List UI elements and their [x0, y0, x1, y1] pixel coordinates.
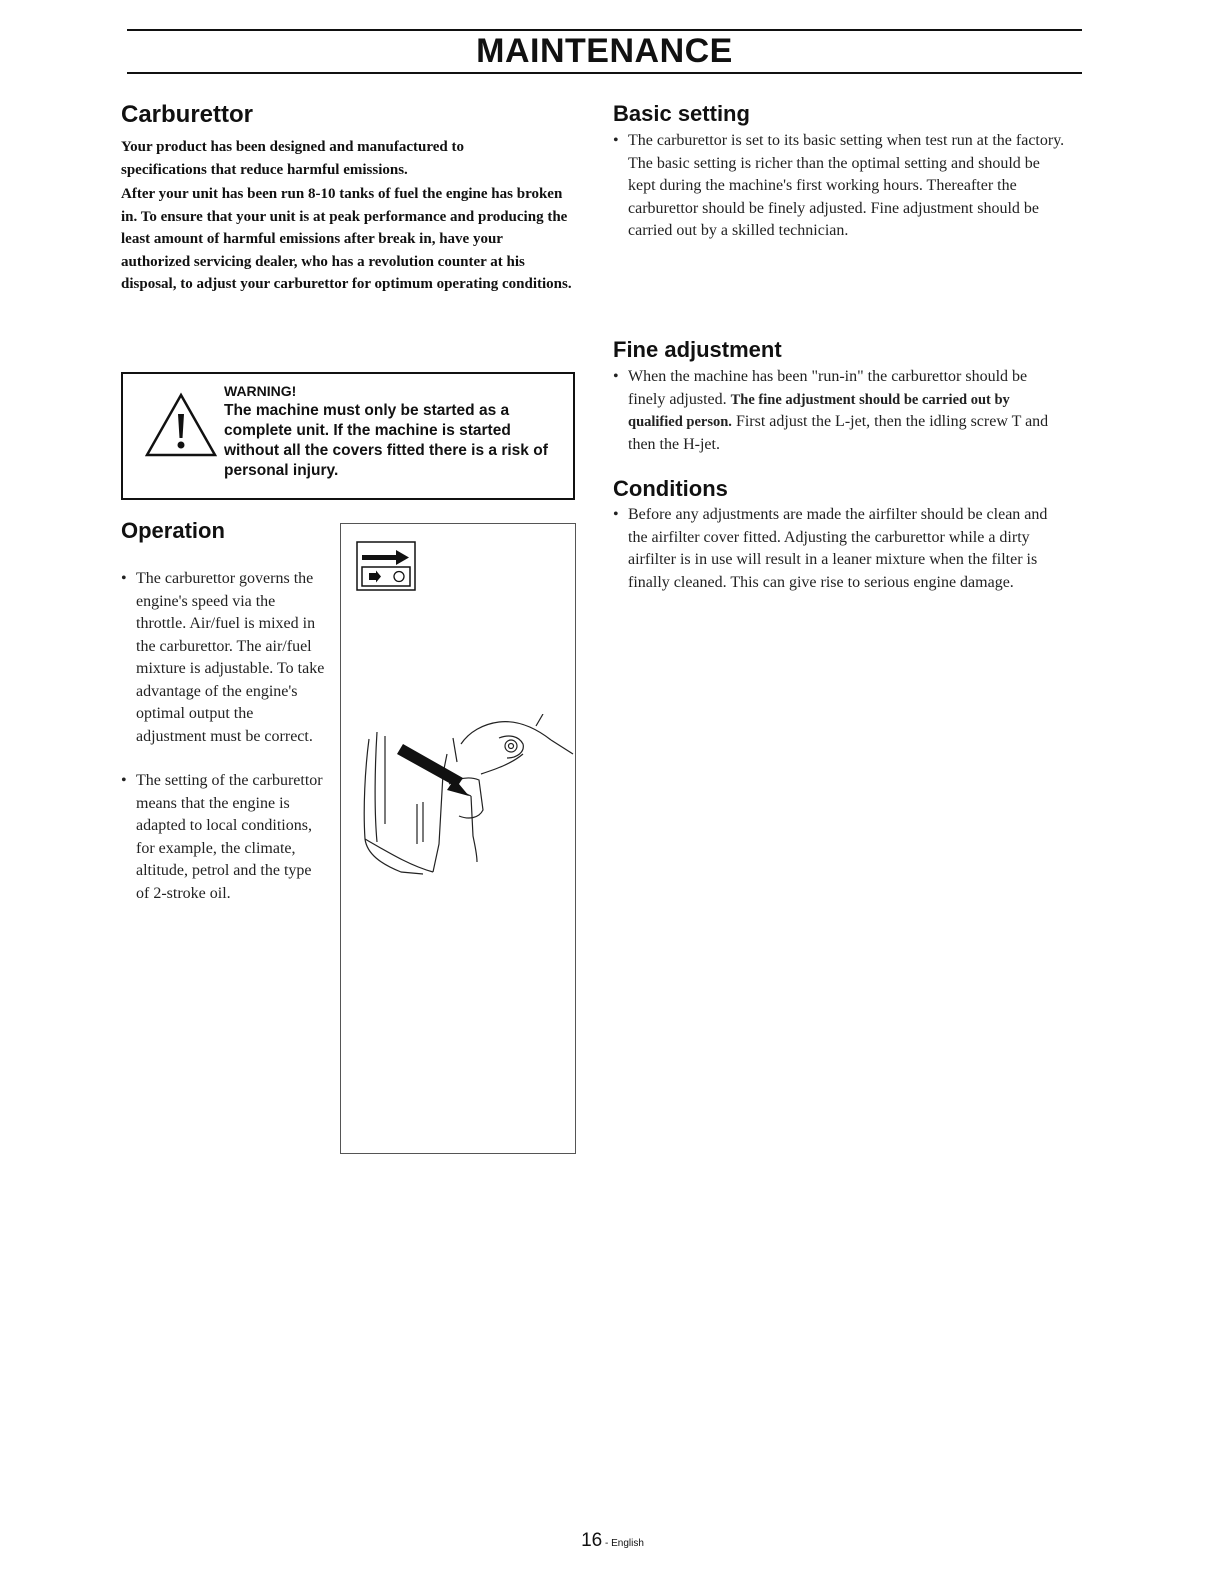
- carburettor-para-2: After your unit has been run 8-10 tanks of fuel the engine has broken in. To ensure that your unit is at peak performance and producing the least amount of harmful emissions after break in, have your authorized servicing dealer, who has a revolution counter at his disposal, to adjust your carburettor for optimum operating conditions.: [121, 186, 572, 292]
- fine-adjustment-list: [613, 366, 1068, 456]
- conditions-list: [613, 504, 1068, 594]
- footer-language: English: [611, 1538, 644, 1549]
- carburettor-adjustment-drawing: [351, 714, 576, 884]
- page-number: 16: [581, 1530, 603, 1551]
- page-footer: [0, 1530, 1225, 1552]
- fine-adjustment-text-c: First adjust the L-jet, then the idling screw T and then the H-jet.: [628, 413, 1049, 453]
- carburettor-heading: Carburettor: [121, 101, 254, 128]
- operation-list: [121, 568, 326, 905]
- carburettor-figure: [340, 523, 576, 1154]
- page-title: MAINTENANCE: [476, 32, 733, 70]
- conditions-heading: Conditions: [613, 476, 728, 501]
- header-bottom-rule: [127, 72, 1082, 74]
- header-top-rule: [127, 29, 1082, 31]
- warning-title: WARNING!: [224, 383, 297, 399]
- warning-triangle-icon: [145, 392, 217, 458]
- operation-heading: Operation: [121, 518, 225, 543]
- operation-bullet-1: • The carburettor governs the engine's speed via the throttle. Air/fuel is mixed in the carburettor. The air/fuel mixture is adjustable. To take advantage of the engine's optimal output the adjustment must be correct.: [121, 568, 326, 748]
- fine-adjustment-heading: Fine adjustment: [613, 337, 782, 362]
- conditions-bullet: • Before any adjustments are made the airfilter should be clean and the airfilter cover fitted. Adjusting the carburettor while a dirty airfilter is in use will result in a leaner mixture when the filter is finally cleaned. This can give rise to serious engine damage.: [613, 504, 1068, 594]
- basic-setting-list: [613, 130, 1068, 243]
- operation-bullet-2: • The setting of the carburettor means that the engine is adapted to local conditions, for example, the climate, altitude, petrol and the type of 2-stroke oil.: [121, 770, 326, 905]
- fine-adjustment-text-a: When the machine has been "run-in" the carburettor should be finely adjusted.: [628, 368, 1028, 408]
- direction-symbol-icon: [356, 541, 416, 591]
- carburettor-para-1: Your product has been designed and manufactured to specifications that reduce harmful emissions.: [121, 139, 464, 178]
- fine-adjustment-bullet: [613, 366, 1068, 456]
- basic-setting-heading: Basic setting: [613, 101, 750, 126]
- fine-adjustment-text-b: The fine adjustment should be carried out by qualified person.: [628, 391, 1010, 430]
- warning-text: The machine must only be started as a complete unit. If the machine is started without all the covers fitted there is a risk of personal injury.: [224, 402, 548, 479]
- warning-box: [121, 372, 575, 500]
- footer-separator: -: [602, 1538, 612, 1549]
- basic-setting-bullet: • The carburettor is set to its basic setting when test run at the factory. The basic setting is richer than the optimal setting and should be kept during the machine's first working hours. Thereafter the carburettor should be finely adjusted. Fine adjustment should be carried out by a skilled technician.: [613, 130, 1068, 243]
